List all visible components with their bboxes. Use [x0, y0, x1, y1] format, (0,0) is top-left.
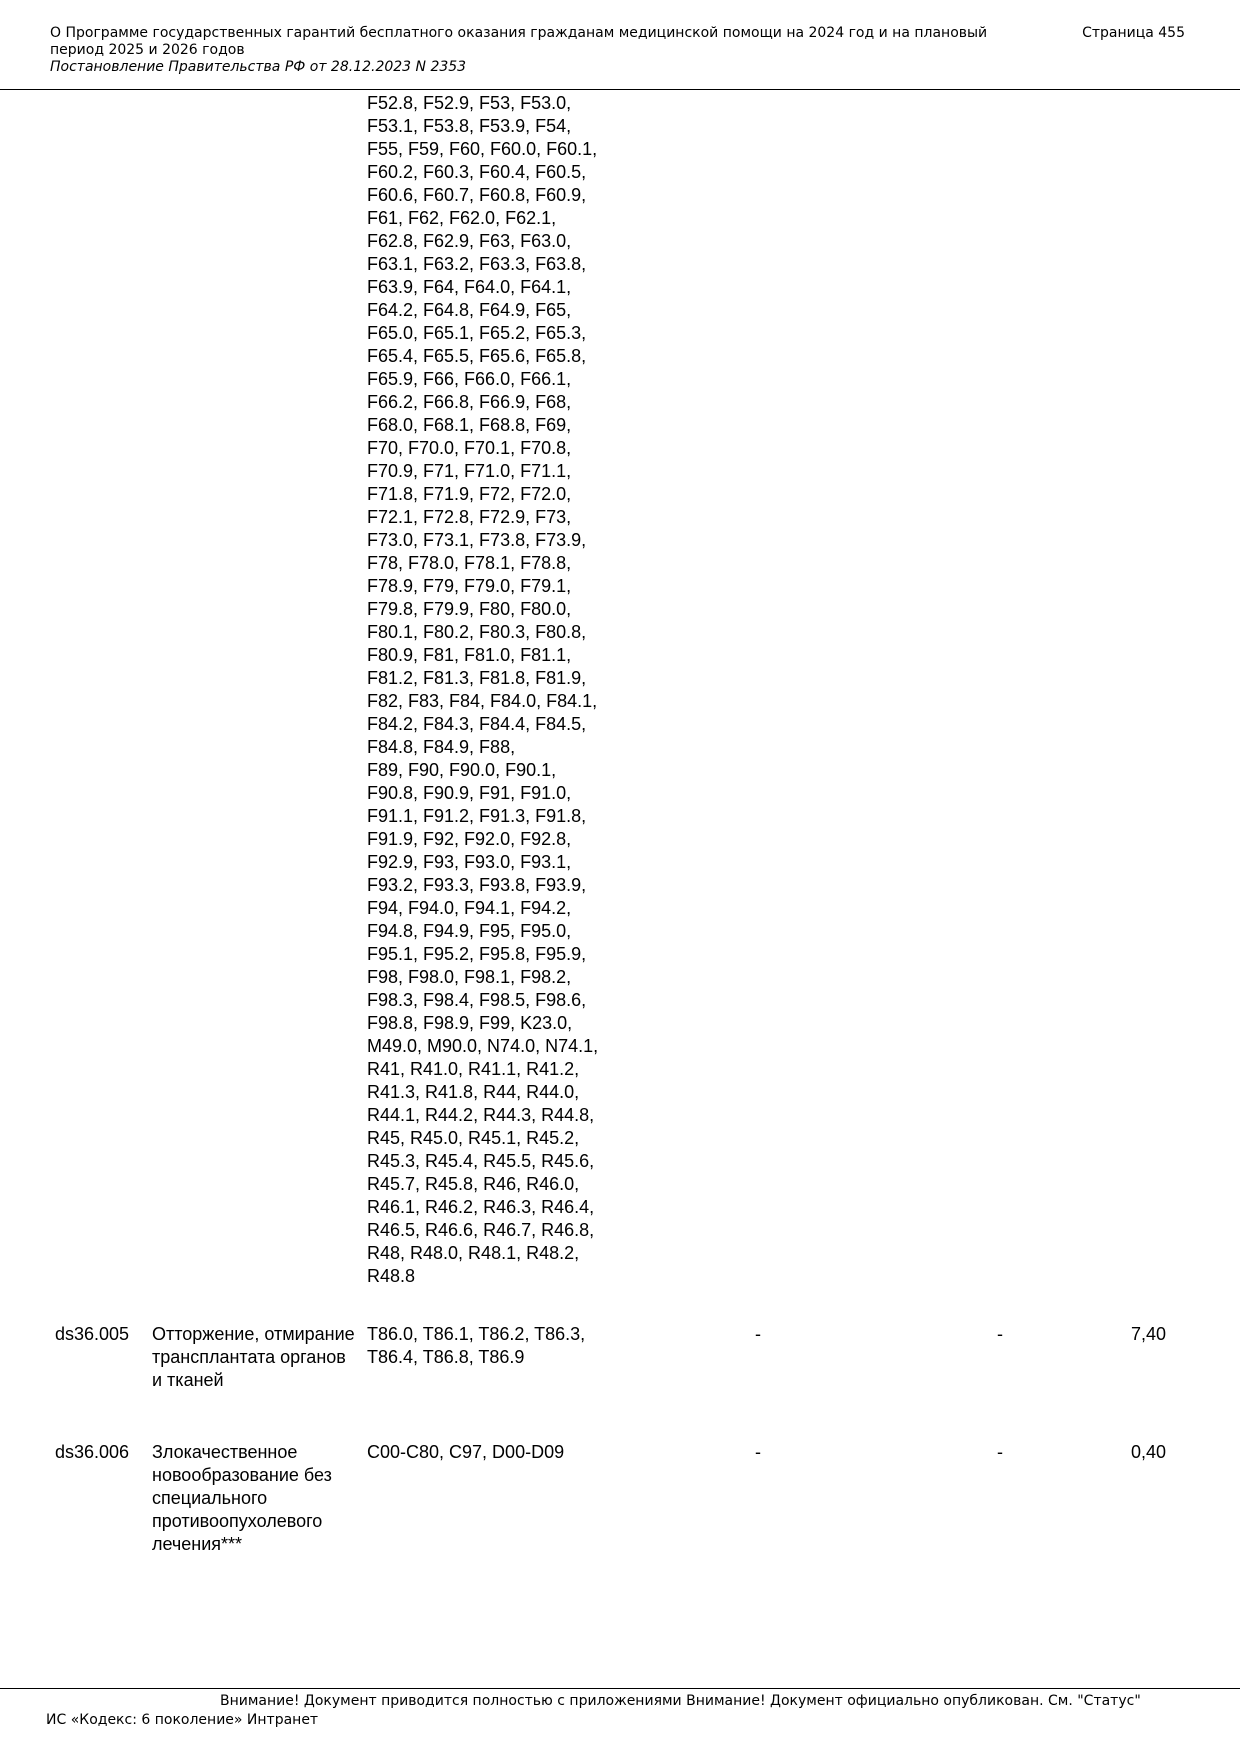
icd-code-line: F60.6, F60.7, F60.8, F60.9,: [367, 185, 587, 205]
row-name: Отторжение, отмирание трансплантата органов и тканей: [152, 1324, 355, 1390]
icd-code-line: F68.0, F68.1, F68.8, F69,: [367, 415, 572, 435]
icd-code-line: F84.2, F84.3, F84.4, F84.5,: [367, 714, 587, 734]
footer-source: ИС «Кодекс: 6 поколение» Интранет: [46, 1712, 319, 1728]
document-title: О Программе государственных гарантий бесплатного оказания гражданам медицинской помощи на 2024 год и на плановый период 2025 и 2026 годов: [50, 25, 988, 58]
icd-code-line: F90.8, F90.9, F91, F91.0,: [367, 783, 572, 803]
row-name: Злокачественное новообразование без специального противоопухолевого лечения***: [152, 1442, 332, 1554]
row-col5: -: [997, 1324, 1003, 1344]
icd-code-line: F55, F59, F60, F60.0, F60.1,: [367, 139, 598, 159]
icd-code-line: F53.1, F53.8, F53.9, F54,: [367, 116, 572, 136]
footer-divider: [0, 1688, 1240, 1689]
icd-code-line: F65.4, F65.5, F65.6, F65.8,: [367, 346, 587, 366]
row-icd-codes: C00-C80, C97, D00-D09: [367, 1442, 565, 1462]
row-col4: -: [755, 1324, 761, 1344]
icd-code-line: F98.8, F98.9, F99, K23.0,: [367, 1013, 573, 1033]
icd-code-line: F71.8, F71.9, F72, F72.0,: [367, 484, 572, 504]
icd-code-line: F80.9, F81, F81.0, F81.1,: [367, 645, 572, 665]
footer-notice: Внимание! Документ приводится полностью с приложениями Внимание! Документ официально опубликован. См. "Статус": [220, 1693, 1141, 1709]
icd-code-line: F84.8, F84.9, F88,: [367, 737, 516, 757]
icd-code-line: R45, R45.0, R45.1, R45.2,: [367, 1128, 580, 1148]
icd-code-line: R46.1, R46.2, R46.3, R46.4,: [367, 1197, 595, 1217]
row-col4: -: [755, 1442, 761, 1462]
icd-code-line: F63.9, F64, F64.0, F64.1,: [367, 277, 572, 297]
icd-code-line: F89, F90, F90.0, F90.1,: [367, 760, 557, 780]
icd-code-line: F95.1, F95.2, F95.8, F95.9,: [367, 944, 587, 964]
page-header: [50, 25, 1185, 76]
icd-code-line: R48, R48.0, R48.1, R48.2,: [367, 1243, 580, 1263]
row-code: ds36.006: [55, 1442, 130, 1462]
icd-code-line: F93.2, F93.3, F93.8, F93.9,: [367, 875, 587, 895]
icd-code-line: R48.8: [367, 1266, 416, 1286]
icd-code-line: F63.1, F63.2, F63.3, F63.8,: [367, 254, 587, 274]
header-divider: [0, 89, 1240, 90]
icd-code-line: F78, F78.0, F78.1, F78.8,: [367, 553, 572, 573]
icd-code-line: R41, R41.0, R41.1, R41.2,: [367, 1059, 580, 1079]
icd-code-line: F81.2, F81.3, F81.8, F81.9,: [367, 668, 587, 688]
icd-code-line: F91.9, F92, F92.0, F92.8,: [367, 829, 572, 849]
row-icd-codes: T86.0, T86.1, T86.2, T86.3, T86.4, T86.8, T86.9: [367, 1324, 586, 1367]
row-coefficient: 0,40: [1130, 1442, 1166, 1462]
row-code: ds36.005: [55, 1324, 130, 1344]
icd-code-line: F61, F62, F62.0, F62.1,: [367, 208, 557, 228]
row-coefficient: 7,40: [1130, 1324, 1166, 1344]
icd-code-line: F98.3, F98.4, F98.5, F98.6,: [367, 990, 587, 1010]
icd-code-line: F78.9, F79, F79.0, F79.1,: [367, 576, 572, 596]
icd-code-line: R41.3, R41.8, R44, R44.0,: [367, 1082, 580, 1102]
icd-code-line: F60.2, F60.3, F60.4, F60.5,: [367, 162, 587, 182]
icd-code-line: F80.1, F80.2, F80.3, F80.8,: [367, 622, 587, 642]
icd-code-line: F70, F70.0, F70.1, F70.8,: [367, 438, 572, 458]
icd-code-line: M49.0, M90.0, N74.0, N74.1,: [367, 1036, 599, 1056]
icd-code-line: F79.8, F79.9, F80, F80.0,: [367, 599, 572, 619]
icd-code-line: R46.5, R46.6, R46.7, R46.8,: [367, 1220, 595, 1240]
continued-icd-codes: [367, 92, 627, 1288]
icd-code-line: F62.8, F62.9, F63, F63.0,: [367, 231, 572, 251]
icd-code-line: R44.1, R44.2, R44.3, R44.8,: [367, 1105, 595, 1125]
icd-code-line: F65.9, F66, F66.0, F66.1,: [367, 369, 572, 389]
icd-code-line: F64.2, F64.8, F64.9, F65,: [367, 300, 572, 320]
icd-code-line: F94.8, F94.9, F95, F95.0,: [367, 921, 572, 941]
icd-code-line: F82, F83, F84, F84.0, F84.1,: [367, 691, 598, 711]
icd-code-line: F92.9, F93, F93.0, F93.1,: [367, 852, 572, 872]
icd-code-line: F70.9, F71, F71.0, F71.1,: [367, 461, 572, 481]
icd-code-line: F73.0, F73.1, F73.8, F73.9,: [367, 530, 587, 550]
icd-code-line: F66.2, F66.8, F66.9, F68,: [367, 392, 572, 412]
icd-code-line: R45.3, R45.4, R45.5, R45.6,: [367, 1151, 595, 1171]
icd-code-line: F98, F98.0, F98.1, F98.2,: [367, 967, 572, 987]
icd-code-line: F91.1, F91.2, F91.3, F91.8,: [367, 806, 587, 826]
icd-code-line: F72.1, F72.8, F72.9, F73,: [367, 507, 572, 527]
page-number: Страница 455: [1082, 25, 1185, 41]
document-subtitle: Постановление Правительства РФ от 28.12.2023 N 2353: [50, 59, 467, 75]
row-col5: -: [997, 1442, 1003, 1462]
icd-code-line: R45.7, R45.8, R46, R46.0,: [367, 1174, 580, 1194]
icd-code-line: F94, F94.0, F94.1, F94.2,: [367, 898, 572, 918]
icd-code-line: F52.8, F52.9, F53, F53.0,: [367, 93, 572, 113]
icd-code-line: F65.0, F65.1, F65.2, F65.3,: [367, 323, 587, 343]
